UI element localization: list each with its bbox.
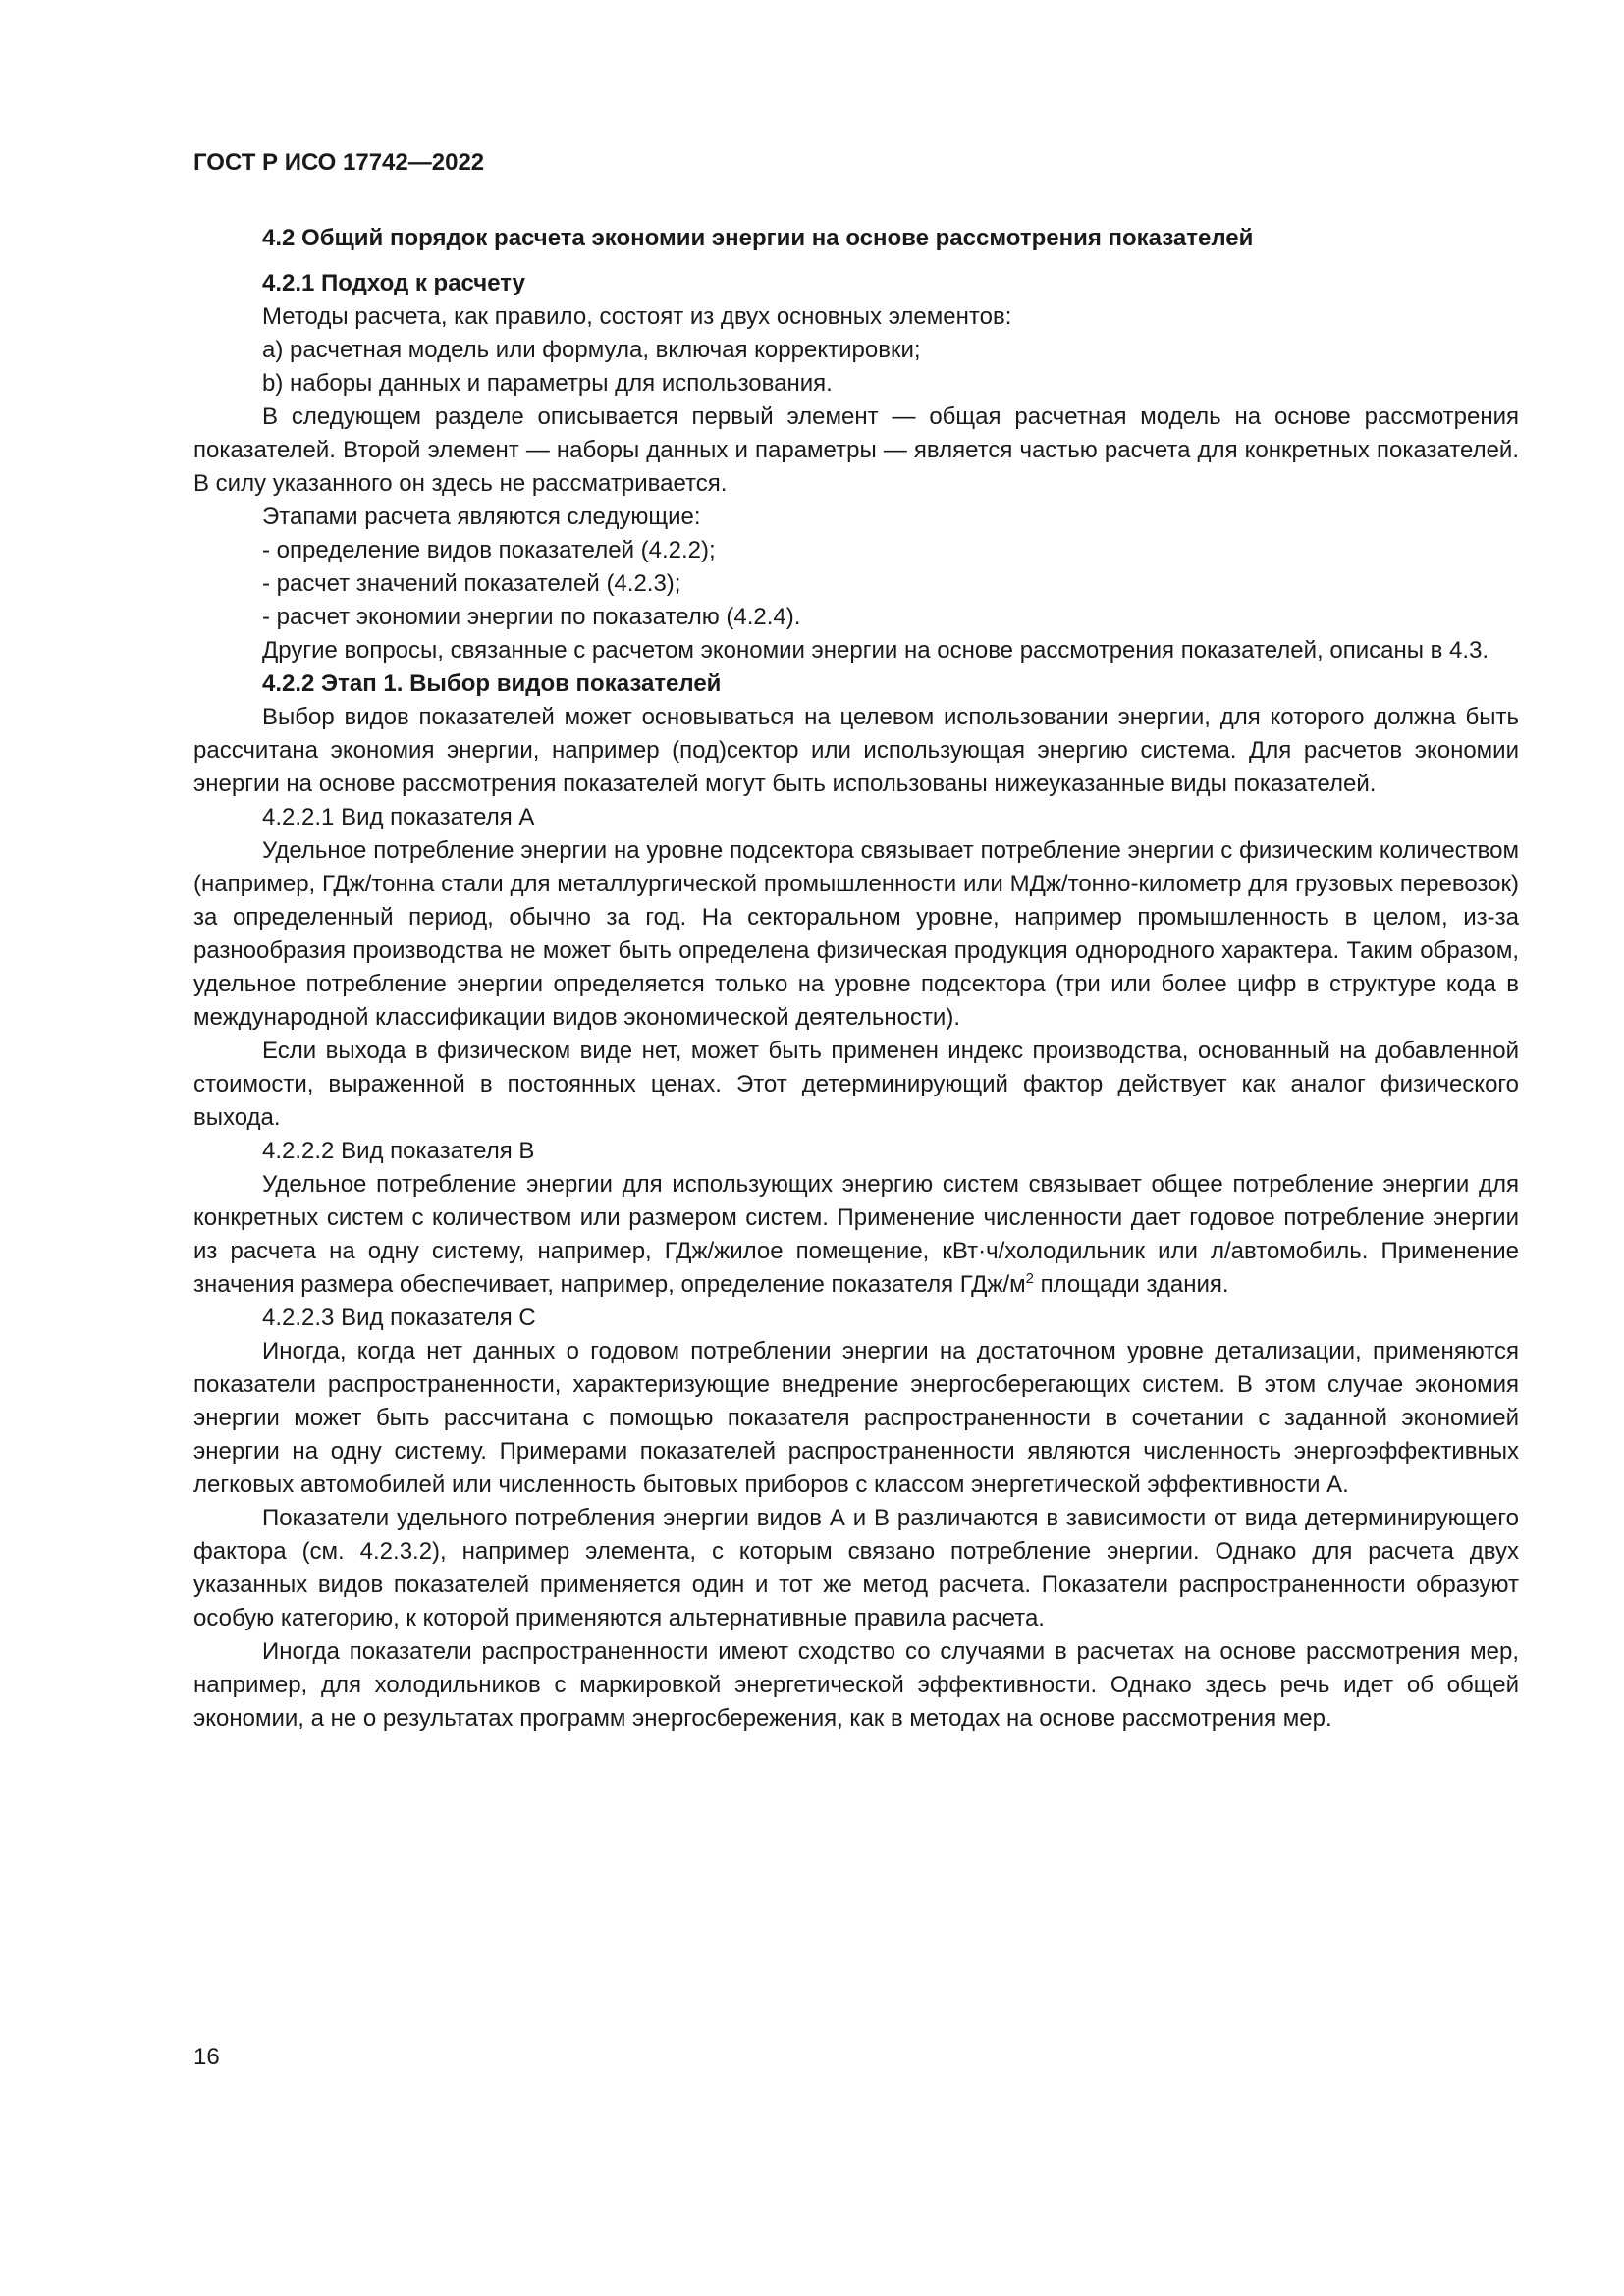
section-4-2-2-heading: 4.2.2 Этап 1. Выбор видов показателей (262, 670, 722, 697)
paragraph-text-tail: площади здания. (1033, 1271, 1229, 1298)
paragraph: Если выхода в физическом виде нет, может быть применен индекс производства, основанный на добавленной стоимости, выраженной в постоянных ценах. Этот детерминирующий фактор действует как аналог физического выхода. (193, 1038, 1519, 1131)
paragraph: Этапами расчета являются следующие: (262, 504, 701, 530)
paragraph: В следующем разделе описывается первый элемент — общая расчетная модель на основе рассмотрения показателей. Второй элемент — наборы данных и параметры — является частью расчета для конкретных показателей. В силу указанного он здесь не рассматривается. (193, 403, 1519, 497)
list-item: b) наборы данных и параметры для использования. (262, 370, 833, 397)
paragraph: Иногда, когда нет данных о годовом потреблении энергии на достаточном уровне детализации, применяются показатели распространенности, характеризующие внедрение энергосберегающих систем. В этом случае экономия энергии может быть рассчитана с помощью показателя распространенности в сочетании с заданной экономией энергии на одну систему. Примерами показателей распространенности являются численность энергоэффективных легковых автомобилей или численность бытовых приборов с классом энергетической эффективности А. (193, 1338, 1519, 1498)
paragraph: Другие вопросы, связанные с расчетом экономии энергии на основе рассмотрения показателей, описаны в 4.3. (262, 637, 1489, 664)
paragraph: Выбор видов показателей может основываться на целевом использовании энергии, для которого должна быть рассчитана экономия энергии, например (под)сектор или использующая энергию система. Для расчетов экономии энергии на основе рассмотрения показателей могут быть использованы нижеуказанные виды показателей. (193, 704, 1519, 797)
subsection-4-2-2-1-heading: 4.2.2.1 Вид показателя А (262, 804, 535, 830)
paragraph: Иногда показатели распространенности имеют сходство со случаями в расчетах на основе рассмотрения мер, например, для холодильников с маркировкой энергетической эффективности. Однако здесь речь идет об общей экономии, а не о результатах программ энергосбережения, как в методах на основе рассмотрения мер. (193, 1638, 1519, 1732)
paragraph (193, 1168, 1519, 1302)
document-body (193, 222, 1519, 1735)
section-4-2-1-heading: 4.2.1 Подход к расчету (262, 270, 525, 296)
document-header: ГОСТ Р ИСО 17742—2022 (193, 149, 485, 176)
section-4-2-heading: 4.2 Общий порядок расчета экономии энергии на основе рассмотрения показателей (262, 225, 1254, 251)
list-item: - расчет значений показателей (4.2.3); (262, 570, 681, 597)
list-item: - определение видов показателей (4.2.2); (262, 537, 716, 563)
paragraph-text: Удельное потребление энергии для использующих энергию систем связывает общее потребление энергии для конкретных систем с количеством или размером систем. Применение численности дает годовое потребление энергии из расчета на одну систему, например, ГДж/жилое помещение, кВт·ч/холодильник или л/автомобиль. Применение значения размера обеспечивает, например, определение показателя ГДж/м (193, 1171, 1519, 1298)
paragraph: Методы расчета, как правило, состоят из двух основных элементов: (262, 303, 1012, 330)
subsection-4-2-2-2-heading: 4.2.2.2 Вид показателя В (262, 1138, 535, 1164)
list-item: a) расчетная модель или формула, включая корректировки; (262, 337, 921, 363)
paragraph: Удельное потребление энергии на уровне подсектора связывает потребление энергии с физическим количеством (например, ГДж/тонна стали для металлургической промышленности или МДж/тонно-километр для грузовых перевозок) за определенный период, обычно за год. На секторальном уровне, например промышленность в целом, из-за разнообразия производства не может быть определена физическая продукция однородного характера. Таким образом, удельное потребление энергии определяется только на уровне подсектора (три или более цифр в структуре кода в международной классификации видов экономической деятельности). (193, 837, 1519, 1031)
paragraph: Показатели удельного потребления энергии видов А и В различаются в зависимости от вида детерминирующего фактора (см. 4.2.3.2), например элемента, с которым связано потребление энергии. Однако для расчета двух указанных видов показателей применяется один и тот же метод расчета. Показатели распространенности образуют особую категорию, к которой применяются альтернативные правила расчета. (193, 1505, 1519, 1631)
subsection-4-2-2-3-heading: 4.2.2.3 Вид показателя С (262, 1305, 536, 1331)
list-item: - расчет экономии энергии по показателю (4.2.4). (262, 604, 801, 630)
superscript: 2 (1025, 1270, 1034, 1287)
page-number: 16 (193, 2044, 220, 2070)
